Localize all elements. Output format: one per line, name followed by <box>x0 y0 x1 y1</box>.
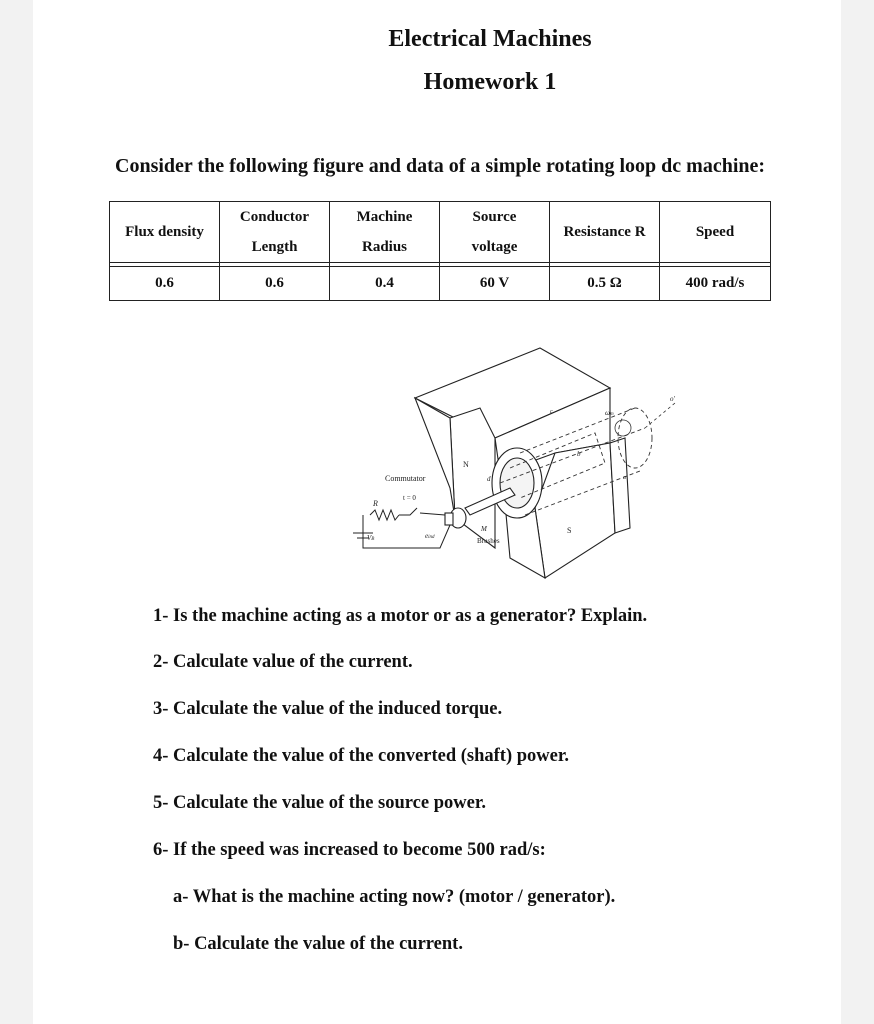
question-3: 3- Calculate the value of the induced torque. <box>153 699 503 719</box>
c-label: c <box>550 409 553 415</box>
south-pole-label: S <box>567 526 572 535</box>
question-2: 2- Calculate value of the current. <box>153 652 413 672</box>
document-subtitle: Homework 1 <box>423 69 557 95</box>
rotation-arrow-icon <box>615 420 631 436</box>
eind-label: eind <box>425 532 435 540</box>
question-5: 5- Calculate the value of the source power. <box>153 793 486 813</box>
header-conductor-length: Conductor Length <box>220 202 330 263</box>
document-title: Electrical Machines <box>388 26 592 52</box>
header-speed: Speed <box>660 202 771 263</box>
subquestion-a: a- What is the machine acting now? (motor / generator). <box>173 887 616 907</box>
r-label: R <box>373 499 378 508</box>
brushes-label: Brushes <box>477 537 500 545</box>
d-label: d <box>487 475 491 483</box>
o-label: o' <box>670 395 675 403</box>
omega-label: ωm <box>605 409 614 417</box>
resistor <box>370 510 399 520</box>
brush <box>445 513 453 525</box>
b-label: b <box>577 450 581 458</box>
header-flux-density: Flux density <box>110 202 220 263</box>
value-resistance: 0.5 Ω <box>550 267 660 301</box>
wire-top <box>420 513 445 515</box>
t0-label: t = 0 <box>403 494 416 502</box>
table-header-row <box>110 202 771 263</box>
question-6: 6- If the speed was increased to become 500 rad/s: <box>153 840 546 860</box>
question-1: 1- Is the machine acting as a motor or as a generator? Explain. <box>153 606 648 626</box>
question-4: 4- Calculate the value of the converted (shaft) power. <box>153 746 570 766</box>
north-pole-label: N <box>463 460 469 469</box>
header-machine-radius: Machine Radius <box>330 202 440 263</box>
document-page <box>33 0 841 1024</box>
wire-bottom <box>363 515 450 548</box>
table-row <box>110 267 771 301</box>
subquestion-b: b- Calculate the value of the current. <box>173 934 463 954</box>
a-label: a <box>623 475 626 481</box>
header-resistance: Resistance R <box>550 202 660 263</box>
value-conductor-length: 0.6 <box>220 267 330 301</box>
commutator-label: Commutator <box>385 474 426 483</box>
dc-machine-figure <box>305 343 705 583</box>
value-machine-radius: 0.4 <box>330 267 440 301</box>
stator-right-face <box>535 443 615 578</box>
header-source-voltage: Source voltage <box>440 202 550 263</box>
value-source-voltage: 60 V <box>440 267 550 301</box>
m-label: M <box>481 525 487 533</box>
intro-text: Consider the following figure and data of a simple rotating loop dc machine: <box>115 155 766 177</box>
machine-data-table <box>109 201 771 301</box>
value-speed: 400 rad/s <box>660 267 771 301</box>
value-flux-density: 0.6 <box>110 267 220 301</box>
switch <box>399 508 417 515</box>
vb-label: VB <box>367 534 375 542</box>
stator-left-edge <box>415 398 455 518</box>
